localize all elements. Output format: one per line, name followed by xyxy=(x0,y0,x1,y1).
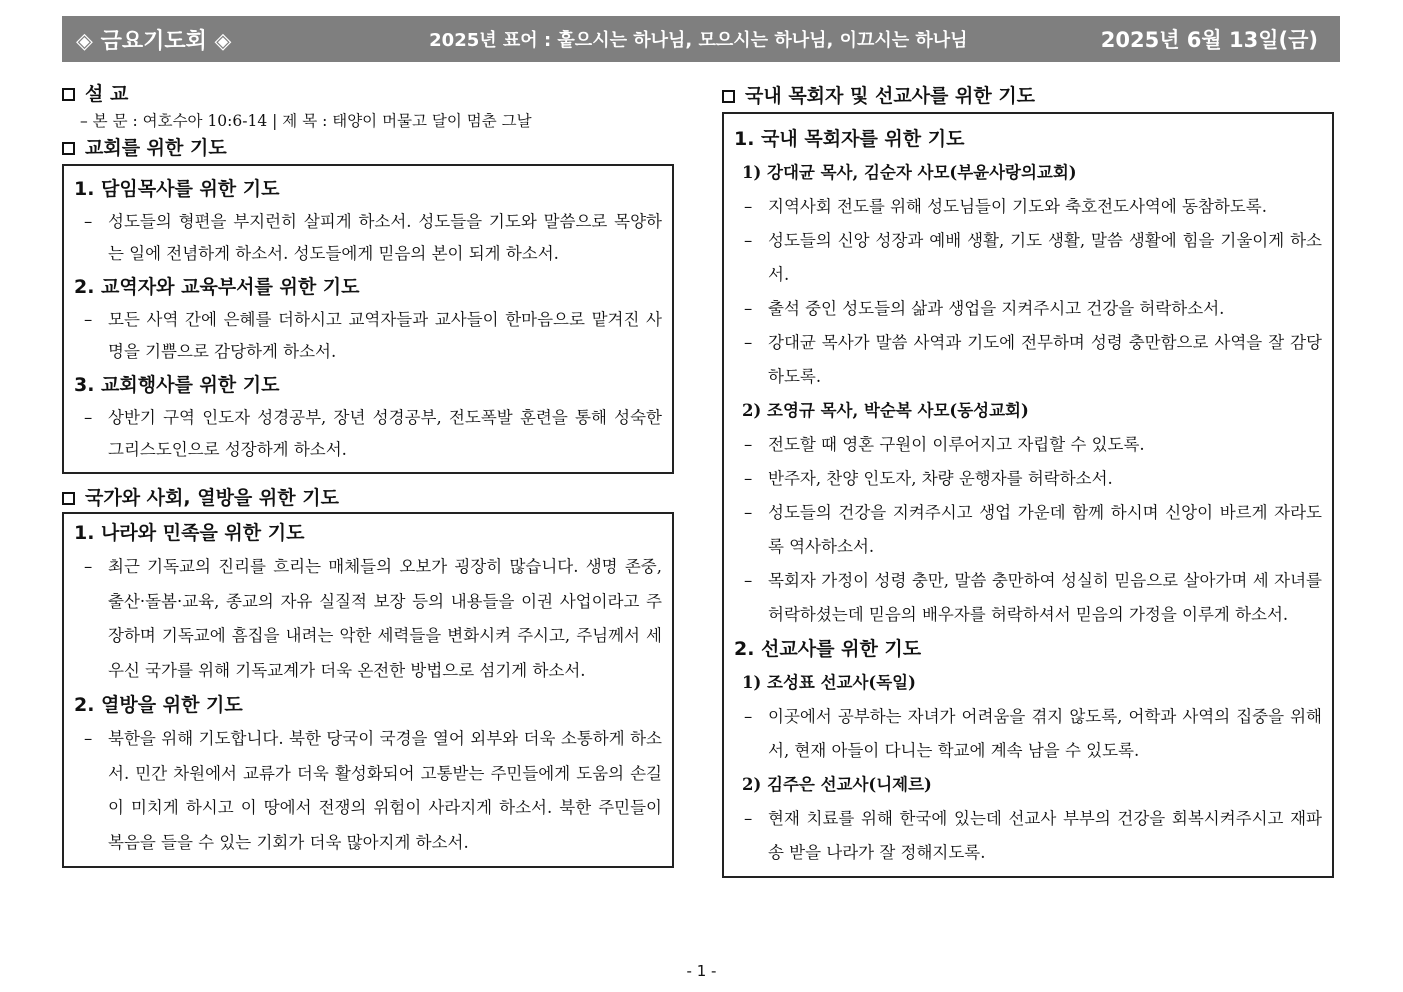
checkbox-square-icon xyxy=(62,88,75,101)
prayer-item-title: 3. 교회행사를 위한 기도 xyxy=(74,374,280,396)
missionary-name: 2) 김주은 선교사(니제르) xyxy=(742,775,932,794)
prayer-bullet: – 현재 치료를 위해 한국에 있는데 선교사 부부의 건강을 회복시켜주시고 재파송 받을 나라가 잘 정해지도록. xyxy=(734,802,1322,870)
prayer-bullet: – 최근 기독교의 진리를 흐리는 매체들의 오보가 굉장히 많습니다. 생명 존중, 출산·돌봄·교육, 종교의 자유 실질적 보장 등의 내용들을 이권 사업이라고 주장하며 기독교에 흠집을 내려는 악한 세력들을 변화시켜 주시고, 주님께서 세우신 국가를 위해 기독교계가 더욱 온전한 방법으로 섬기게 하소서. xyxy=(74,550,662,688)
checkbox-square-icon xyxy=(722,90,735,103)
service-date: 2025년 6월 13일(금) xyxy=(1100,28,1318,52)
nation-prayer-heading-label: 국가와 사회, 열방을 위한 기도 xyxy=(85,487,339,509)
sermon-heading xyxy=(62,80,674,108)
prayer-bullet: – 이곳에서 공부하는 자녀가 어려움을 겪지 않도록, 어학과 사역의 집중을 위해서, 현재 아들이 다니는 학교에 계속 남을 수 있도록. xyxy=(734,700,1322,768)
nation-prayer-heading xyxy=(62,484,674,512)
group-title: 2. 선교사를 위한 기도 xyxy=(734,638,922,660)
pastor-missionary-heading-label: 국내 목회자 및 선교사를 위한 기도 xyxy=(745,85,1036,107)
sermon-heading-label: 설 교 xyxy=(85,83,129,105)
pastor-missionary-heading xyxy=(722,82,1334,110)
pastor-name: 1) 강대균 목사, 김순자 사모(부윤사랑의교회) xyxy=(742,163,1077,182)
page-number: - 1 - xyxy=(686,962,717,980)
church-prayer-heading xyxy=(62,134,674,162)
prayer-bullet: – 성도들의 신앙 성장과 예배 생활, 기도 생활, 말씀 생활에 힘을 기울이게 하소서. xyxy=(734,224,1322,292)
prayer-item-title: 1. 담임목사를 위한 기도 xyxy=(74,178,280,200)
checkbox-square-icon xyxy=(62,142,75,155)
missionary-name: 1) 조성표 선교사(독일) xyxy=(742,673,916,692)
right-column xyxy=(722,80,1334,878)
prayer-bullet: – 상반기 구역 인도자 성경공부, 장년 성경공부, 전도폭발 훈련을 통해 성숙한 그리스도인으로 성장하게 하소서. xyxy=(74,402,662,466)
prayer-bullet: – 강대균 목사가 말씀 사역과 기도에 전무하며 성령 충만함으로 사역을 잘 감당하도록. xyxy=(734,326,1322,394)
prayer-bullet: – 반주자, 찬양 인도자, 차량 운행자를 허락하소서. xyxy=(734,462,1322,496)
church-prayer-box xyxy=(62,164,674,474)
header-bar xyxy=(62,16,1340,62)
pastor-missionary-box xyxy=(722,112,1334,878)
prayer-bullet: – 전도할 때 영혼 구원이 이루어지고 자립할 수 있도록. xyxy=(734,428,1322,462)
prayer-item-title: 2. 교역자와 교육부서를 위한 기도 xyxy=(74,276,360,298)
year-motto: 2025년 표어 : 훝으시는 하나님, 모으시는 하나님, 이끄시는 하나님 xyxy=(429,30,968,51)
church-prayer-heading-label: 교회를 위한 기도 xyxy=(85,137,227,159)
sermon-info: – 본 문 : 여호수아 10:6-14 | 제 목 : 태양이 머물고 달이 멈춘 그날 xyxy=(80,112,532,130)
checkbox-square-icon xyxy=(62,492,75,505)
group-title: 1. 국내 목회자를 위한 기도 xyxy=(734,128,965,150)
prayer-bullet: – 지역사회 전도를 위해 성도님들이 기도와 축호전도사역에 동참하도록. xyxy=(734,190,1322,224)
pastor-name: 2) 조영규 목사, 박순복 사모(동성교회) xyxy=(742,401,1029,420)
prayer-item-title: 2. 열방을 위한 기도 xyxy=(74,694,243,716)
prayer-bullet: – 출석 중인 성도들의 삶과 생업을 지켜주시고 건강을 허락하소서. xyxy=(734,292,1322,326)
prayer-item-title: 1. 나라와 민족을 위한 기도 xyxy=(74,522,305,544)
prayer-bullet: – 북한을 위해 기도합니다. 북한 당국이 국경을 열어 외부와 더욱 소통하게 하소서. 민간 차원에서 교류가 더욱 활성화되어 고통받는 주민들에게 도움의 손길이 미치게 하시고 이 땅에서 전쟁의 위험이 사라지게 하소서. 북한 주민들이 복음을 들을 수 있는 기회가 더욱 많아지게 하소서. xyxy=(74,722,662,860)
prayer-bullet: – 모든 사역 간에 은혜를 더하시고 교역자들과 교사들이 한마음으로 맡겨진 사명을 기쁨으로 감당하게 하소서. xyxy=(74,304,662,368)
prayer-bullet: – 목회자 가정이 성령 충만, 말씀 충만하여 성실히 믿음으로 살아가며 세 자녀를 허락하셨는데 믿음의 배우자를 허락하셔서 믿음의 가정을 이루게 하소서. xyxy=(734,564,1322,632)
nation-prayer-box xyxy=(62,512,674,868)
service-title: ◈ 금요기도회 ◈ xyxy=(76,28,232,54)
prayer-bullet: – 성도들의 건강을 지켜주시고 생업 가운데 함께 하시며 신앙이 바르게 자라도록 역사하소서. xyxy=(734,496,1322,564)
prayer-bullet: – 성도들의 형편을 부지런히 살피게 하소서. 성도들을 기도와 말씀으로 목양하는 일에 전념하게 하소서. 성도들에게 믿음의 본이 되게 하소서. xyxy=(74,206,662,270)
left-column xyxy=(62,80,674,868)
